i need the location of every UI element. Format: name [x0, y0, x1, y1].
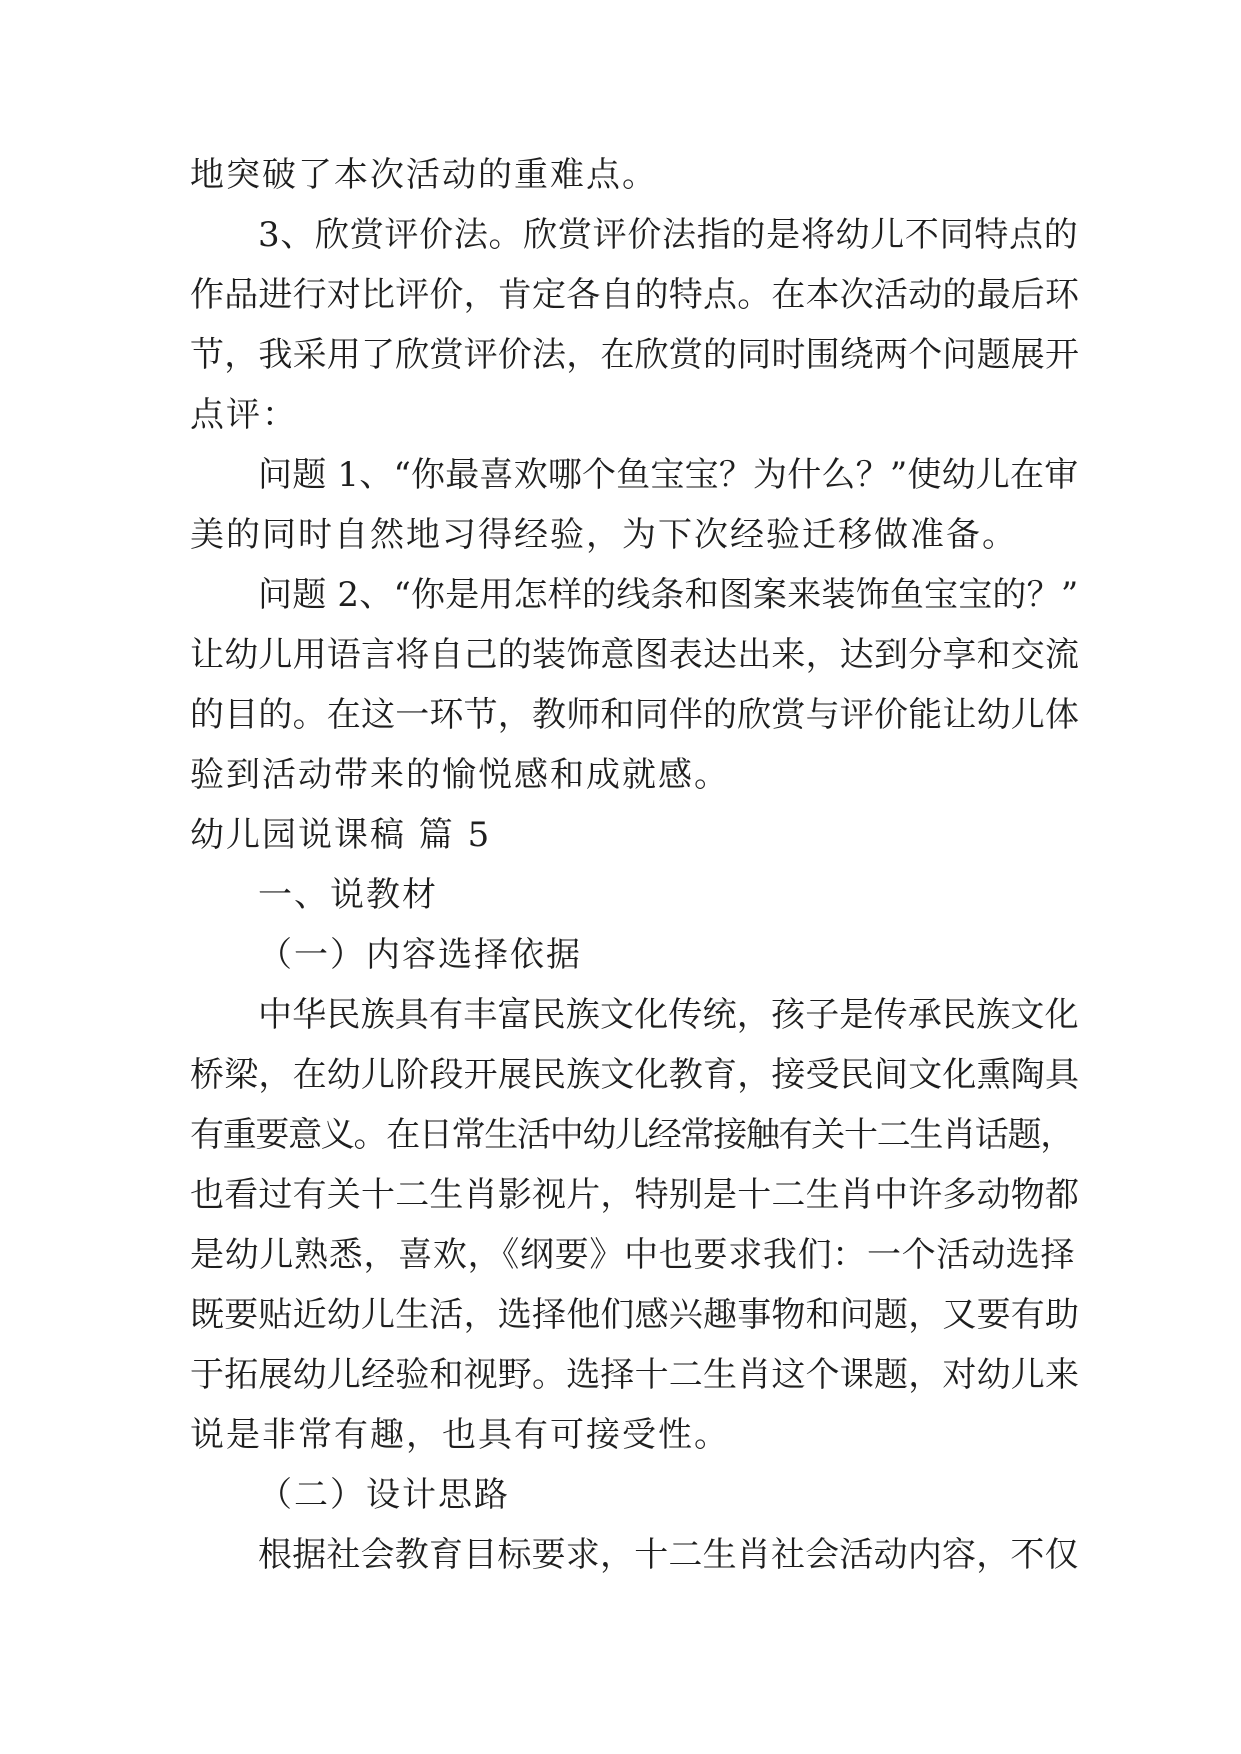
text-line: 让幼儿用语言将自己的装饰意图表达出来，达到分享和交流: [190, 635, 1080, 675]
text-line: 节，我采用了欣赏评价法，在欣赏的同时围绕两个问题展开: [190, 335, 1080, 375]
subsection-heading: （一）内容选择依据: [258, 935, 582, 975]
text-line: 美的同时自然地习得经验，为下次经验迁移做准备。: [190, 515, 1018, 555]
text-line: 有重要意义。在日常生活中幼儿经常接触有关十二生肖话题，: [190, 1115, 1073, 1155]
subsection-heading: 一、说教材: [258, 875, 438, 915]
text-line: 说是非常有趣，也具有可接受性。: [190, 1415, 730, 1455]
text-line: 地突破了本次活动的重难点。: [190, 155, 658, 195]
text-line: 问题 2、“你是用怎样的线条和图案来装饰鱼宝宝的？”: [258, 575, 1079, 615]
text-line: 验到活动带来的愉悦感和成就感。: [190, 755, 730, 795]
text-line: 桥梁，在幼儿阶段开展民族文化教育，接受民间文化熏陶具: [190, 1055, 1080, 1095]
text-line: 问题 1、“你最喜欢哪个鱼宝宝？为什么？”使幼儿在审: [258, 455, 1079, 495]
text-line: 3、欣赏评价法。欣赏评价法指的是将幼儿不同特点的: [258, 215, 1079, 255]
subsection-heading: （二）设计思路: [258, 1475, 510, 1515]
text-line: 是幼儿熟悉，喜欢，《纲要》中也要求我们：一个活动选择: [190, 1235, 1076, 1275]
text-line: 作品进行对比评价，肯定各自的特点。在本次活动的最后环: [190, 275, 1080, 315]
text-line: 的目的。在这一环节，教师和同伴的欣赏与评价能让幼儿体: [190, 695, 1080, 735]
text-line: 也看过有关十二生肖影视片，特别是十二生肖中许多动物都: [190, 1175, 1080, 1215]
text-line: 根据社会教育目标要求，十二生肖社会活动内容，不仅: [258, 1535, 1079, 1575]
section-heading: 幼儿园说课稿 篇 5: [190, 815, 492, 855]
text-line: 于拓展幼儿经验和视野。选择十二生肖这个课题，对幼儿来: [190, 1355, 1080, 1395]
text-line: 既要贴近幼儿生活，选择他们感兴趣事物和问题，又要有助: [190, 1295, 1080, 1335]
text-line: 点评：: [190, 395, 298, 435]
text-line: 中华民族具有丰富民族文化传统，孩子是传承民族文化: [258, 995, 1079, 1035]
